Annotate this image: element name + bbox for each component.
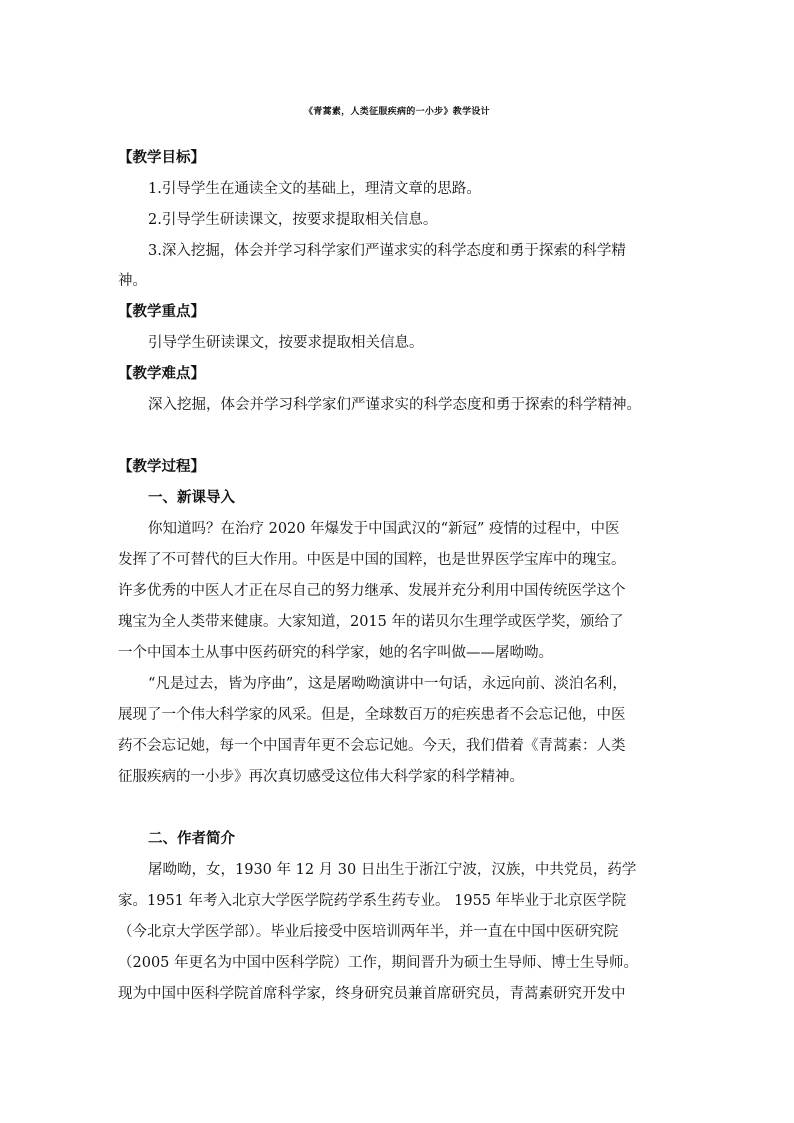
intro-line-5: 一个中国本土从事中医药研究的科学家，她的名字叫做——屠呦呦。 <box>118 645 553 661</box>
author-line-2: 家。1951 年考入北京大学医学院药学系生药专业。 1955 年毕业于北京医学院 <box>118 893 627 909</box>
intro-line-7: 展现了一个伟大科学家的风采。但是，全球数百万的疟疾患者不会忘记他，中医 <box>118 707 626 723</box>
author-line-1: 屠呦呦，女，1930 年 12 月 30 日出生于浙江宁波，汉族，中共党员，药学 <box>148 862 637 878</box>
intro-line-4: 瑰宝为全人类带来健康。大家知道，2015 年的诺贝尔生理学或医学奖，颁给了 <box>118 614 624 630</box>
intro-line-1: 你知道吗？在治疗 2020 年爆发于中国武汉的“新冠” 疫情的过程中，中医 <box>148 521 620 537</box>
document-title: 《青蒿素，人类征服疾病的一小步》教学设计 <box>303 107 490 117</box>
intro-line-3: 许多优秀的中医人才正在尽自己的努力继承、发展并充分利用中国传统医学这个 <box>118 583 626 599</box>
intro-line-9: 征服疾病的一小步》再次真切感受这位伟大科学家的科学精神。 <box>118 769 524 785</box>
goal-line-3: 3.深入挖掘，体会并学习科学家们严谨求实的科学态度和勇于探索的科学精 <box>148 243 626 259</box>
author-line-4: （2005 年更名为中国中医科学院）工作，期间晋升为硕士生导师、博士生导师。 <box>118 955 639 971</box>
difficulty-line: 深入挖掘，体会并学习科学家们严谨求实的科学态度和勇于探索的科学精神。 <box>148 397 641 413</box>
section-heading-key-points: 【教学重点】 <box>118 304 205 320</box>
goal-line-3-continued: 神。 <box>118 273 147 289</box>
subheading-author: 二、作者简介 <box>148 831 235 847</box>
intro-line-6: “凡是过去，皆为序曲”，这是屠呦呦演讲中一句话，永远向前、淡泊名利， <box>148 676 627 692</box>
author-line-5: 现为中国中医科学院首席科学家，终身研究员兼首席研究员，青蒿素研究开发中 <box>118 986 626 1002</box>
author-line-3: （今北京大学医学部）。毕业后接受中医培训两年半，并一直在中国中医研究院 <box>118 924 619 940</box>
goal-line-2: 2.引导学生研读课文，按要求提取相关信息。 <box>148 212 438 228</box>
section-heading-difficulties: 【教学难点】 <box>118 366 205 382</box>
key-point-line: 引导学生研读课文，按要求提取相关信息。 <box>148 335 424 351</box>
subheading-intro: 一、新课导入 <box>148 490 235 506</box>
section-heading-process: 【教学过程】 <box>118 459 205 475</box>
goal-line-1: 1.引导学生在通读全文的基础上，理清文章的思路。 <box>148 181 481 197</box>
intro-line-8: 药不会忘记她，每一个中国青年更不会忘记她。今天，我们借着《青蒿素：人类 <box>118 738 626 754</box>
section-heading-goals: 【教学目标】 <box>118 150 205 166</box>
intro-line-2: 发挥了不可替代的巨大作用。中医是中国的国粹，也是世界医学宝库中的瑰宝。 <box>118 552 626 568</box>
